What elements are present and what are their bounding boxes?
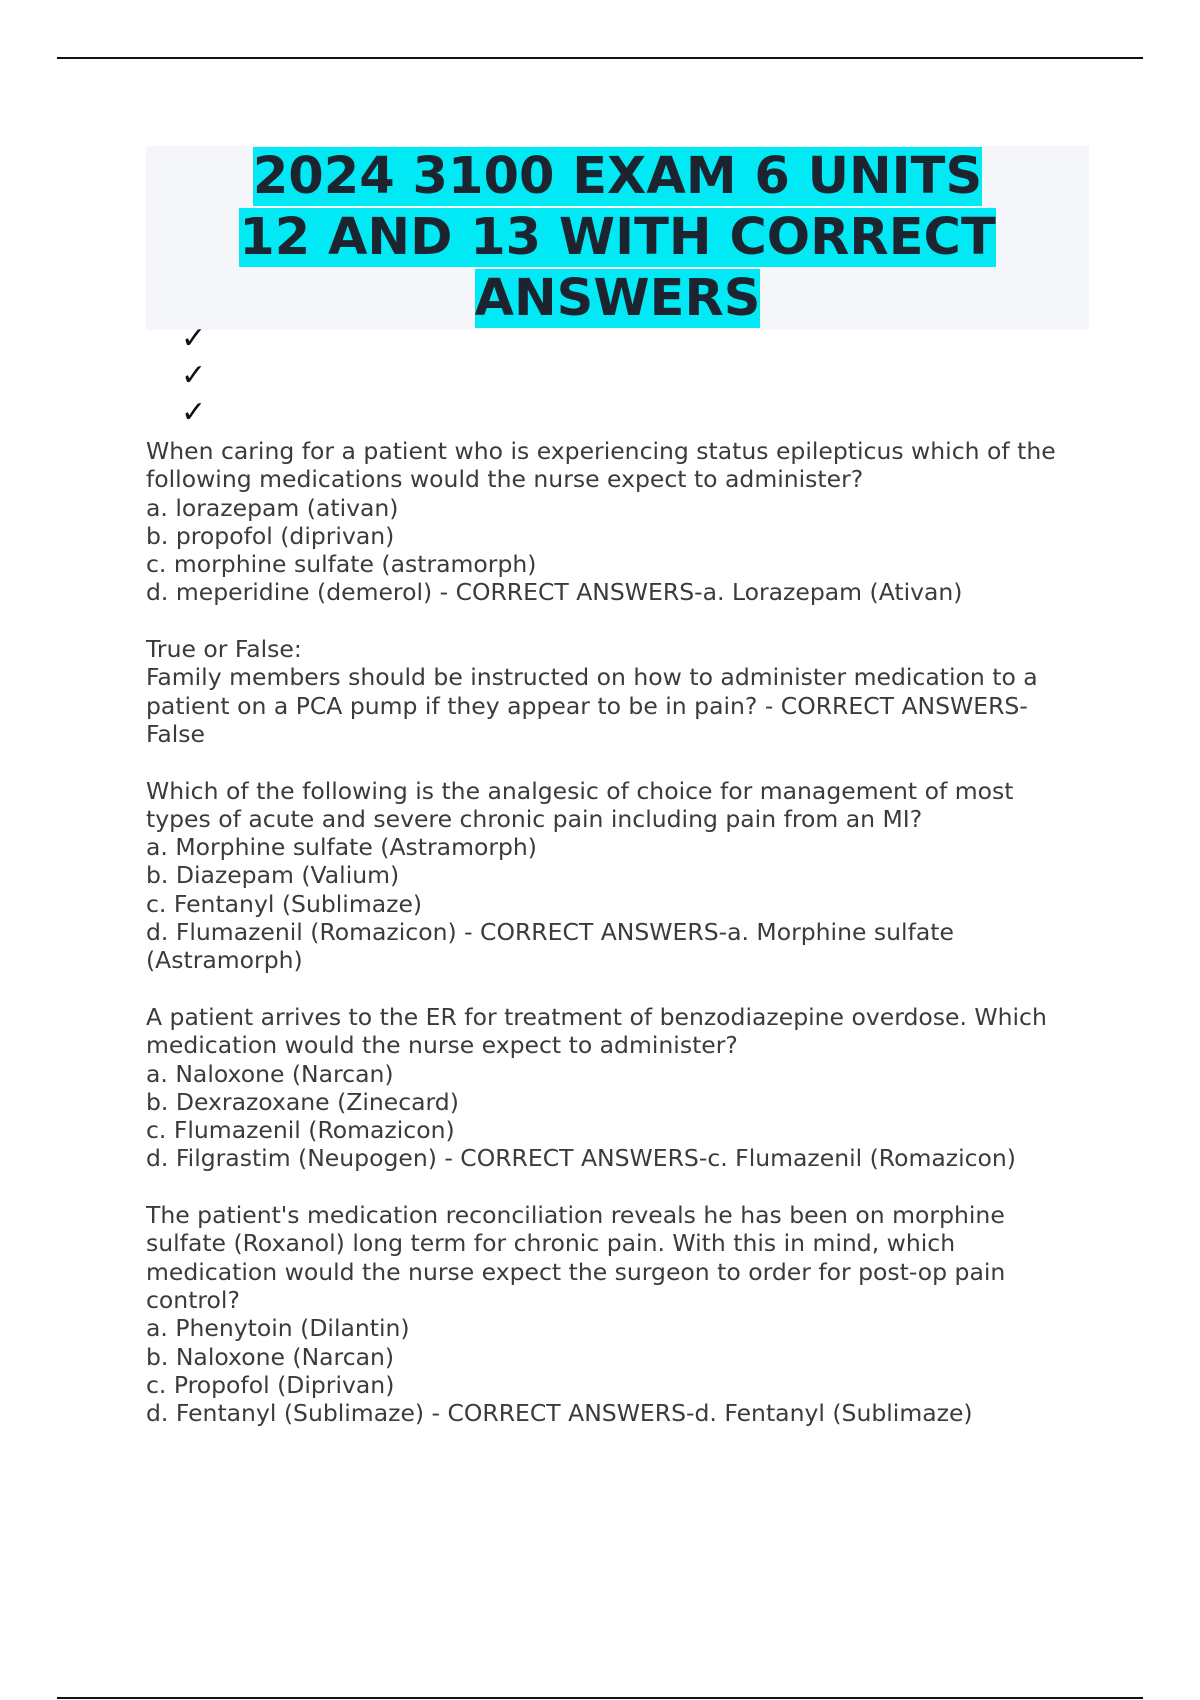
question-line: medication would the nurse expect the surgeon to order for post-op pain [146, 1257, 1006, 1286]
question-item [146, 1003, 1096, 1173]
question-line: The patient's medication reconciliation reveals he has been on morphine [146, 1201, 1005, 1230]
question-line: Which of the following is the analgesic of choice for management of most [146, 776, 1014, 805]
question-item [146, 1201, 1096, 1427]
answer-option: d. Filgrastim (Neupogen) - CORRECT ANSWERS-c. Flumazenil (Romazicon) [146, 1144, 1016, 1173]
question-item [146, 777, 1096, 975]
question-line: types of acute and severe chronic pain including pain from an MI? [146, 804, 923, 833]
checkmark-icon: ✓ [181, 358, 207, 393]
question-line: False [146, 719, 205, 748]
document-title: 2024 3100 EXAM 6 UNITS 12 AND 13 WITH CORRECT ANSWERS [239, 147, 996, 328]
checkmark-icon: ✓ [181, 395, 207, 430]
question-list [146, 437, 1096, 1456]
question-line: When caring for a patient who is experiencing status epilepticus which of the [146, 437, 1056, 465]
answer-option: a. lorazepam (ativan) [146, 493, 399, 522]
answer-option: d. Flumazenil (Romazicon) - CORRECT ANSWERS-a. Morphine sulfate [146, 918, 954, 947]
checkmark-icon: ✓ [181, 321, 207, 356]
answer-option: c. Flumazenil (Romazicon) [146, 1116, 455, 1145]
title-block [146, 146, 1089, 330]
question-line: A patient arrives to the ER for treatment of benzodiazepine overdose. Which [146, 1002, 1047, 1031]
answer-option: b. Diazepam (Valium) [146, 861, 400, 890]
question-line: patient on a PCA pump if they appear to be in pain? - CORRECT ANSWERS- [146, 691, 1028, 720]
question-item [146, 635, 1096, 748]
question-line: medication would the nurse expect to administer? [146, 1031, 738, 1060]
question-line: Family members should be instructed on how to administer medication to a [146, 663, 1038, 692]
answer-option: d. meperidine (demerol) - CORRECT ANSWERS-a. Lorazepam (Ativan) [146, 578, 963, 607]
answer-option: a. Phenytoin (Dilantin) [146, 1314, 410, 1343]
answer-option: b. propofol (diprivan) [146, 521, 395, 550]
answer-option: c. Propofol (Diprivan) [146, 1370, 395, 1399]
question-line: following medications would the nurse expect to administer? [146, 465, 864, 494]
answer-option: a. Morphine sulfate (Astramorph) [146, 833, 537, 862]
answer-option: b. Dexrazoxane (Zinecard) [146, 1087, 459, 1116]
top-rule [57, 57, 1143, 59]
question-item [146, 437, 1096, 607]
question-line: control? [146, 1285, 240, 1314]
answer-option: b. Naloxone (Narcan) [146, 1342, 395, 1371]
answer-option: (Astramorph) [146, 946, 303, 975]
checkmark-list [181, 320, 206, 431]
question-line: True or False: [146, 635, 302, 664]
answer-option: c. Fentanyl (Sublimaze) [146, 889, 423, 918]
answer-option: a. Naloxone (Narcan) [146, 1059, 394, 1088]
question-line: sulfate (Roxanol) long term for chronic pain. With this in mind, which [146, 1229, 956, 1258]
answer-option: d. Fentanyl (Sublimaze) - CORRECT ANSWERS-d. Fentanyl (Sublimaze) [146, 1399, 973, 1428]
bottom-rule [57, 1697, 1143, 1699]
answer-option: c. morphine sulfate (astramorph) [146, 550, 537, 579]
